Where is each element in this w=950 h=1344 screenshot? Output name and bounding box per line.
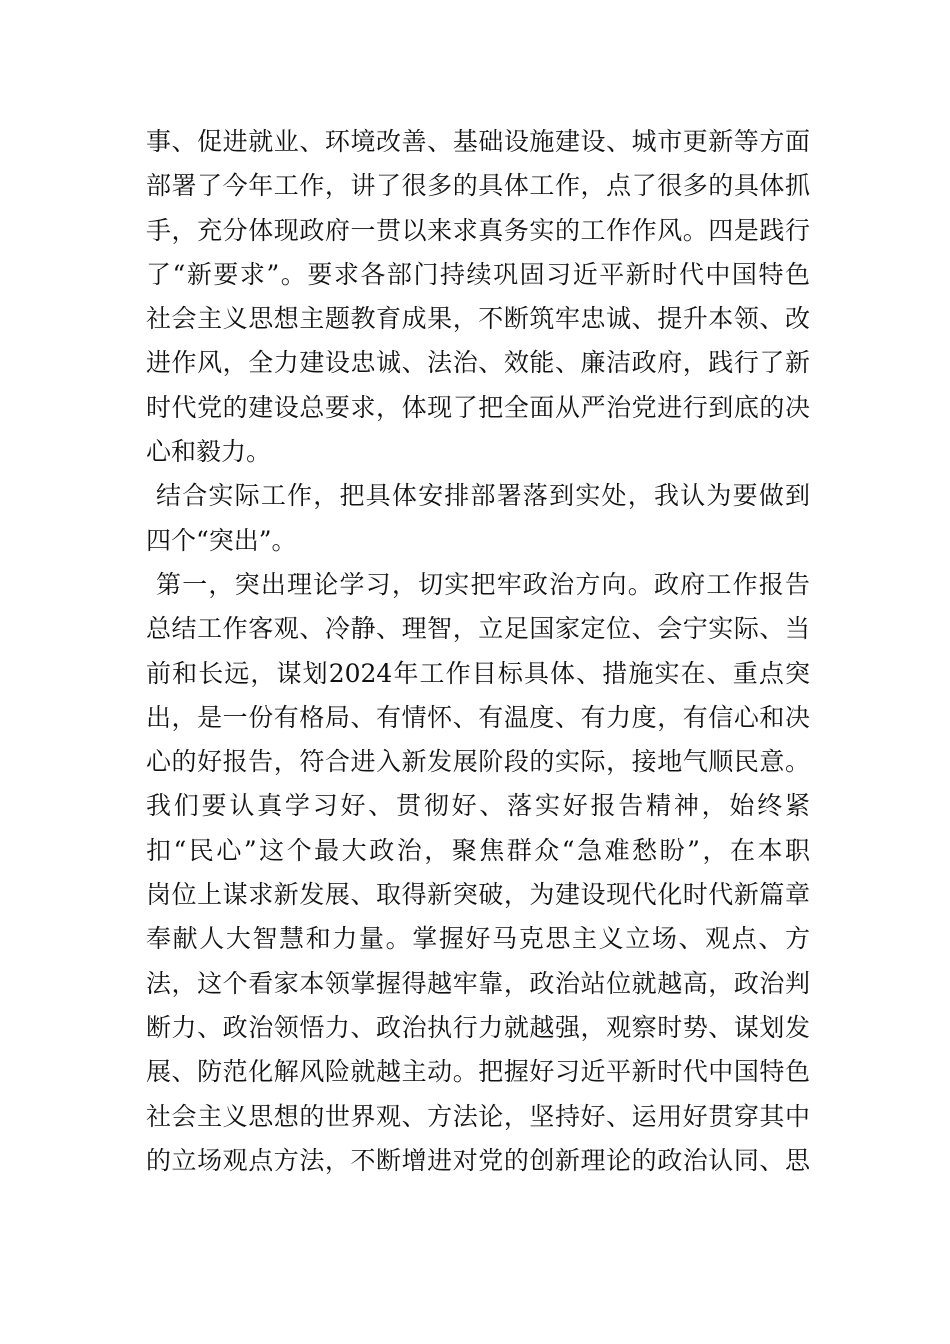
text-line: 社会主义思想的世界观、方法论，坚持好、运用好贯穿其中 <box>146 1101 810 1131</box>
text-line: 我们要认真学习好、贯彻好、落实好报告精神，始终紧 <box>146 791 810 821</box>
paragraph-start-line: 第一，突出理论学习，切实把牢政治方向。政府工作报告 <box>156 569 810 599</box>
text-line: 奉献人大智慧和力量。掌握好马克思主义立场、观点、方 <box>146 924 810 954</box>
text-line: 展、防范化解风险就越主动。把握好习近平新时代中国特色 <box>146 1057 810 1087</box>
text-line: 的立场观点方法，不断增进对党的创新理论的政治认同、思 <box>146 1145 810 1175</box>
text-line: 了“新要求”。要求各部门持续巩固习近平新时代中国特色 <box>146 259 810 289</box>
text-line: 进作风，全力建设忠诚、法治、效能、廉洁政府，践行了新 <box>146 348 810 378</box>
text-line: 部署了今年工作，讲了很多的具体工作，点了很多的具体抓 <box>146 171 810 201</box>
text-line: 断力、政治领悟力、政治执行力就越强，观察时势、谋划发 <box>146 1012 810 1042</box>
text-line: 社会主义思想主题教育成果，不断筑牢忠诚、提升本领、改 <box>146 304 810 334</box>
text-line: 事、促进就业、环境改善、基础设施建设、城市更新等方面 <box>146 127 810 156</box>
text-line: 法，这个看家本领掌握得越牢靠，政治站位就越高，政治判 <box>146 968 810 998</box>
text-line: 四个“突出”。 <box>146 525 297 555</box>
text-line: 手，充分体现政府一贯以来求真务实的工作作风。四是践行 <box>146 215 810 245</box>
text-line: 时代党的建设总要求，体现了把全面从严治党进行到底的决 <box>146 392 810 422</box>
body-text <box>146 120 810 1183</box>
text-line: 出，是一份有格局、有情怀、有温度、有力度，有信心和决 <box>146 702 810 732</box>
text-line: 前和长远，谋划2024年工作目标具体、措施实在、重点突 <box>146 658 810 688</box>
paragraph-start-line: 结合实际工作，把具体安排部署落到实处，我认为要做到 <box>156 481 810 511</box>
text-line: 总结工作客观、冷静、理智，立足国家定位、会宁实际、当 <box>146 614 810 644</box>
text-line: 扣“民心”这个最大政治，聚焦群众“急难愁盼”，在本职 <box>146 835 810 865</box>
text-line: 心和毅力。 <box>146 437 272 467</box>
text-line: 岗位上谋求新发展、取得新突破，为建设现代化时代新篇章 <box>146 880 810 910</box>
text-line: 心的好报告，符合进入新发展阶段的实际，接地气顺民意。 <box>146 747 810 777</box>
